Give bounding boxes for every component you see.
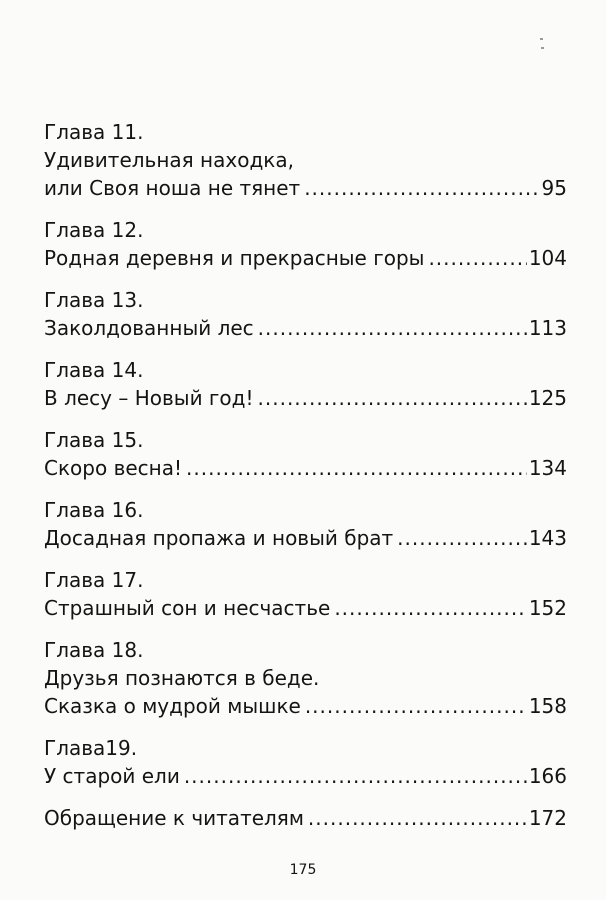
toc-entry: [44, 566, 567, 622]
chapter-title: Родная деревня и прекрасные горы: [44, 246, 425, 270]
toc-link[interactable]: [44, 804, 567, 832]
chapter-title-line: Удивительная находка,: [44, 148, 294, 172]
chapter-heading: Глава 16.: [44, 498, 144, 522]
chapter-heading: Глава 13.: [44, 288, 144, 312]
table-of-contents: [44, 118, 567, 846]
chapter-title: Сказка о мудрой мышке: [44, 694, 301, 718]
toc-entry: [44, 118, 567, 202]
chapter-title: Страшный сон и несчастье: [44, 596, 331, 620]
dot-leader: [334, 594, 527, 622]
toc-link[interactable]: [44, 524, 567, 552]
toc-entry: [44, 286, 567, 342]
dot-leader: [428, 244, 526, 272]
toc-link[interactable]: [44, 384, 567, 412]
page-ref: 113: [528, 316, 567, 340]
dot-leader: [258, 384, 527, 412]
dot-leader: [186, 454, 527, 482]
chapter-title: Досадная пропажа и новый брат: [44, 526, 394, 550]
section-title: Обращение к читателям: [44, 806, 304, 830]
page-ref: 125: [528, 386, 567, 410]
dot-leader: [305, 692, 527, 720]
toc-entry: [44, 216, 567, 272]
chapter-heading: Глава 17.: [44, 568, 144, 592]
toc-link[interactable]: [44, 314, 567, 342]
toc-link[interactable]: [44, 174, 567, 202]
print-mark: [540, 38, 543, 40]
page-ref: 172: [528, 806, 567, 830]
toc-entry: [44, 426, 567, 482]
toc-entry: [44, 734, 567, 790]
chapter-heading: Глава 11.: [44, 120, 144, 144]
toc-entry: [44, 496, 567, 552]
toc-link[interactable]: [44, 244, 567, 272]
toc-link[interactable]: [44, 762, 567, 790]
dot-leader: [397, 524, 527, 552]
chapter-heading: Глава 14.: [44, 358, 144, 382]
chapter-title: У старой ели: [44, 764, 180, 788]
page-ref: 158: [528, 694, 567, 718]
chapter-title: Заколдованный лес: [44, 316, 254, 340]
page-ref: 95: [541, 176, 567, 200]
page-ref: 134: [528, 456, 567, 480]
toc-entry-final: [44, 804, 567, 832]
dot-leader: [304, 174, 539, 202]
chapter-title: Скоро весна!: [44, 456, 183, 480]
chapter-title: или Своя ноша не тянет: [44, 176, 301, 200]
page-ref: 104: [528, 246, 567, 270]
page-ref: 143: [528, 526, 567, 550]
chapter-heading: Глава19.: [44, 736, 138, 760]
chapter-heading: Глава 15.: [44, 428, 144, 452]
chapter-title: В лесу – Новый год!: [44, 386, 254, 410]
print-mark: [541, 47, 544, 49]
chapter-heading: Глава 18.: [44, 638, 144, 662]
page-number: 175: [289, 862, 317, 878]
dot-leader: [184, 762, 527, 790]
dot-leader: [258, 314, 527, 342]
page-ref: 152: [528, 596, 567, 620]
toc-entry: [44, 356, 567, 412]
chapter-heading: Глава 12.: [44, 218, 144, 242]
toc-entry: [44, 636, 567, 720]
toc-link[interactable]: [44, 692, 567, 720]
dot-leader: [308, 804, 527, 832]
toc-link[interactable]: [44, 594, 567, 622]
toc-link[interactable]: [44, 454, 567, 482]
chapter-title-line: Друзья познаются в беде.: [44, 666, 320, 690]
page-ref: 166: [528, 764, 567, 788]
